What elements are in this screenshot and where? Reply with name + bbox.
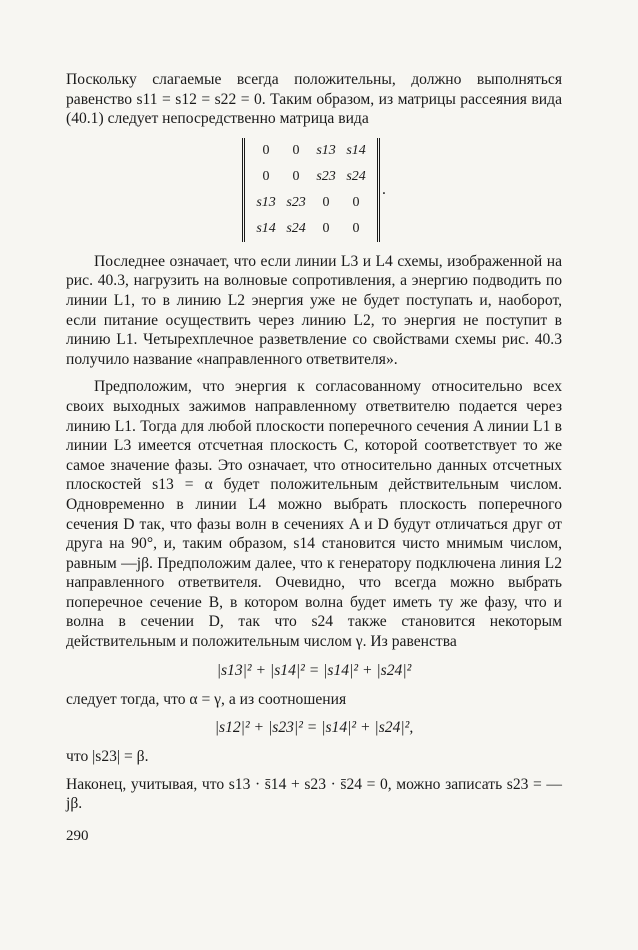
matrix-cell: 0 — [352, 194, 360, 210]
matrix-cell: s13 — [316, 142, 336, 158]
matrix-cell: s14 — [256, 220, 276, 236]
paragraph-intro: Поскольку слагаемые всегда положительны, должно выполняться равенство s11 = s12 = s22 = 0. Таким образом, из матрицы рассеяния вида (40.1) следует непосредственно матрица вида — [66, 71, 562, 128]
matrix-cell: 0 — [322, 220, 330, 236]
matrix-cell: 0 — [352, 220, 360, 236]
matrix-cell: 0 — [262, 142, 270, 158]
matrix-cell: s13 — [256, 194, 276, 210]
matrix-cell: 0 — [292, 168, 300, 184]
scattering-matrix — [66, 138, 562, 242]
formula-relation: |s12|² + |s23|² = |s14|² + |s24|², — [214, 719, 414, 737]
paragraph-conclusion: Наконец, учитывая, что s13 · s̄14 + s23 · s̄24 = 0, можно записать s23 = —jβ. — [66, 775, 562, 813]
matrix-cell: 0 — [262, 168, 270, 184]
matrix-cell: s14 — [346, 142, 366, 158]
matrix-cell: s23 — [316, 168, 336, 184]
paragraph-directional-coupler: Последнее означает, что если линии L3 и L4 схемы, изображенной на рис. 40.3, нагрузить на волновые сопротивления, а энергию подводить по линии L1, то в линию L2 энергия уже не будет поступать и, наоборот, если питание осуществить через линию L2, то энергия не поступит в линию L1. Четырехплечное разветвление со свойствами схемы рис. 40.3 получило название «направленного ответвителя». — [66, 252, 562, 368]
paragraph-assumption: Предположим, что энергия к согласованному относительно всех своих выходных зажимов направленному ответвителю подается через линию L1. Тогда для любой плоскости поперечного сечения A линии L1 в линии L3 имеется отсчетная плоскость C, которой соответствует то же самое значение фазы. Это означает, что относительно данных отсчетных плоскостей s13 = α будет положительным действительным числом. Одновременно в линии L4 можно выбрать плоскость поперечного сечения D так, что фазы волн в сечениях A и D будут отличаться друг от друга на 90°, и, таким образом, s14 становится чисто мнимым числом, равным —jβ. Предположим далее, что к генератору подключена линия L2 направленного ответвителя. Очевидно, что всегда можно выбрать поперечное сечение B, в котором волна будет иметь ту же фазу, что и волна в сечении D, так что s24 также становится некоторым действительным и положительным числом γ. Из равенства — [66, 378, 562, 651]
matrix-cell: 0 — [322, 194, 330, 210]
matrix-cell: s24 — [346, 168, 366, 184]
formula-equality: |s13|² + |s14|² = |s14|² + |s24|² — [216, 661, 412, 679]
page — [66, 70, 562, 845]
matrix-cell: 0 — [292, 142, 300, 158]
matrix-cell: s24 — [286, 220, 306, 236]
page-number: 290 — [66, 828, 89, 845]
matrix-cell: s23 — [286, 194, 306, 210]
matrix-period: . — [382, 180, 386, 198]
text-follows: следует тогда, что α = γ, а из соотношения — [66, 690, 347, 708]
text-result: что |s23| = β. — [66, 748, 149, 766]
